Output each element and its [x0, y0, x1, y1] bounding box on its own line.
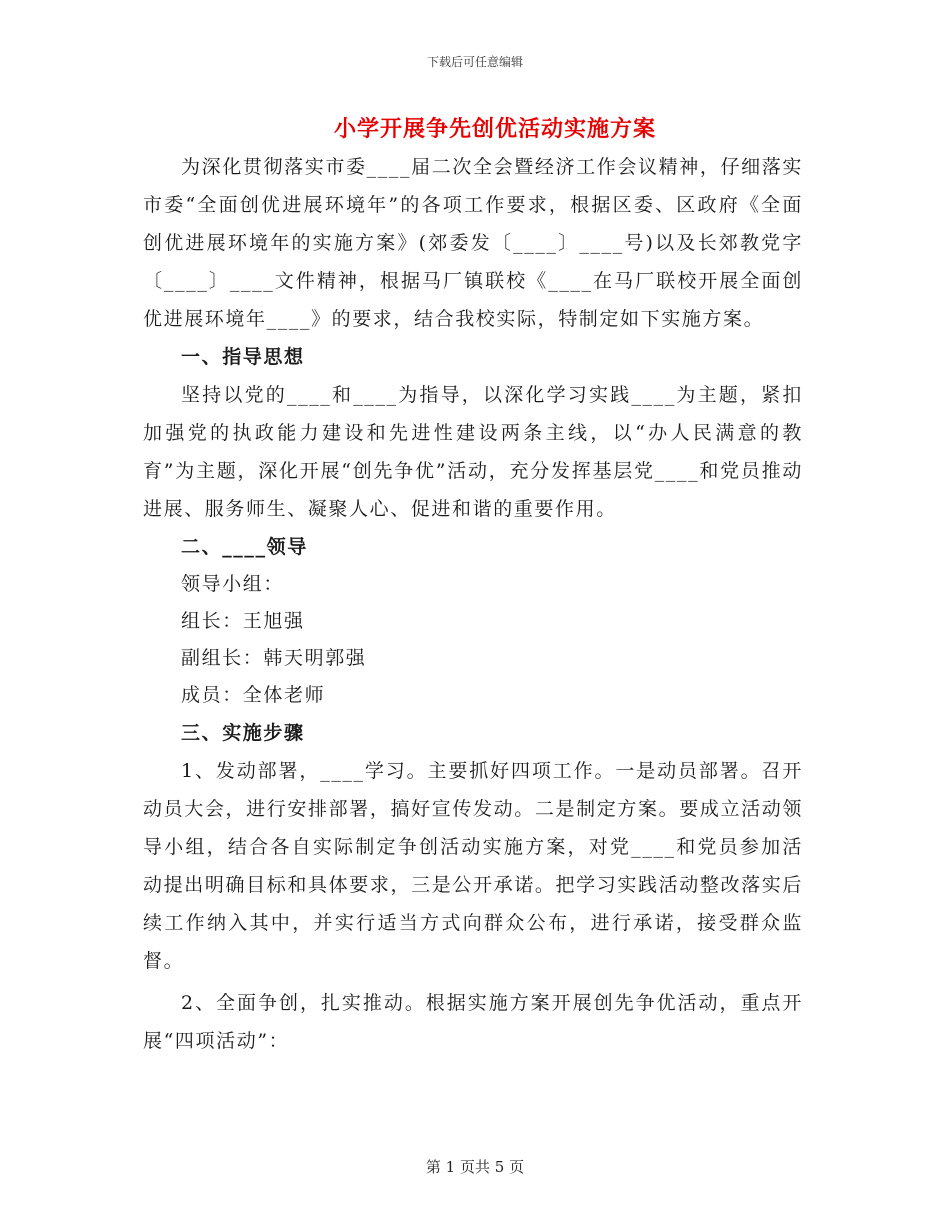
section1-heading: 一、指导思想 — [181, 346, 305, 368]
leadership-group-label: 领导小组： — [181, 573, 285, 595]
deputy-leader: 副组长：韩天明郭强 — [181, 647, 367, 669]
section1-body: 坚持以党的____和____为指导，以深化学习实践____为主题，紧扣加强党的执政能力建设和先进性建设两条主线，以“办人民满意的教育”为主题，深化开展“创先争优”活动，充分发挥基层党____和党员推动进展、服务师生、凝聚人心、促进和谐的重要作用。 — [143, 384, 803, 520]
section2-heading: 二、____领导 — [181, 536, 308, 558]
group-members: 成员：全体老师 — [181, 684, 326, 706]
group-leader: 组长：王旭强 — [181, 610, 305, 632]
document-body — [143, 148, 803, 1060]
document-title: 小学开展争先创优活动实施方案 — [333, 116, 656, 142]
step2-paragraph: 2、全面争创，扎实推动。根据实施方案开展创先争优活动，重点开展“四项活动”： — [143, 992, 803, 1052]
header-note: 下载后可任意编辑 — [426, 55, 523, 69]
page-footer: 第 1 页共 5 页 — [425, 1158, 525, 1176]
intro-paragraph: 为深化贯彻落实市委____届二次全会暨经济工作会议精神，仔细落实市委“全面创优进展环境年”的各项工作要求，根据区委、区政府《全面创优进展环境年的实施方案》(郊委发〔____〕____号)以及长郊教党字〔____〕____文件精神，根据马厂镇联校《____在马厂联校开展全面创优进展环境年____》的要求，结合我校实际，特制定如下实施方案。 — [143, 156, 803, 330]
step1-paragraph: 1、发动部署，____学习。主要抓好四项工作。一是动员部署。召开动员大会，进行安排部署，搞好宣传发动。二是制定方案。要成立活动领导小组，结合各自实际制定争创活动实施方案，对党____和党员参加活动提出明确目标和具体要求，三是公开承诺。把学习实践活动整改落实后续工作纳入其中，并实行适当方式向群众公布，进行承诺，接受群众监督。 — [143, 760, 803, 972]
section3-heading: 三、实施步骤 — [181, 722, 305, 744]
